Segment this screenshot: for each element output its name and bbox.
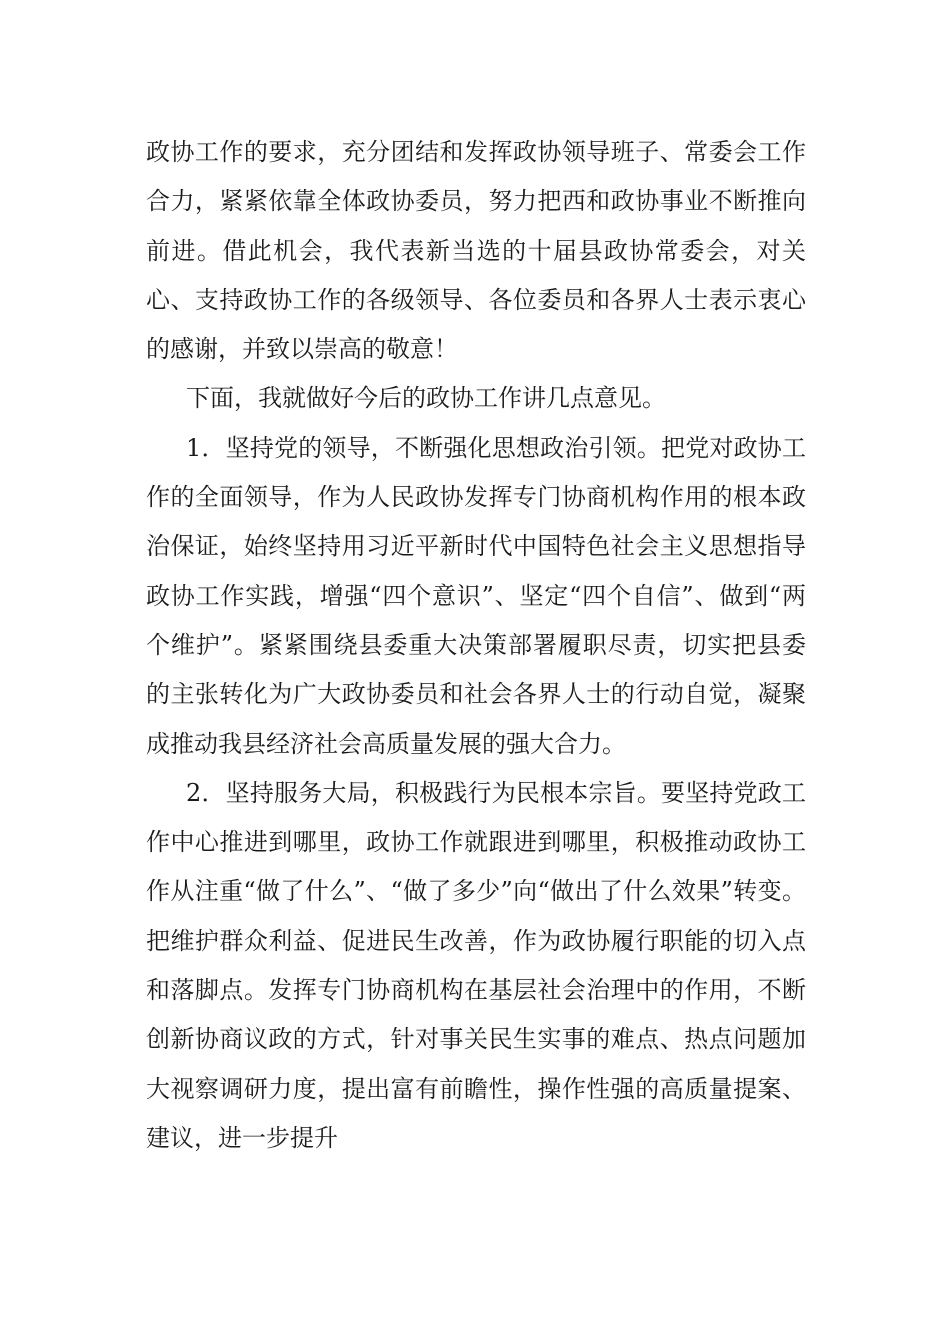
paragraph-continuation: 政协工作的要求，充分团结和发挥政协领导班子、常委会工作合力，紧紧依靠全体政协委员，努力把西和政协事业不断推向前进。借此机会，我代表新当选的十届县政协常委会，对关心、支持政协工作的各级领导、各位委员和各界人士表示衷心的感谢，并致以崇高的敬意！ [146, 138, 806, 364]
paragraph-point-2: 2．坚持服务大局，积极践行为民根本宗旨。要坚持党政工作中心推进到哪里，政协工作就跟进到哪里，积极推动政协工作从注重“做了什么”、“做了多少”向“做出了什么效果”转变。把维护群众利益、促进民生改善，作为政协履行职能的切入点和落脚点。发挥专门协商机构在基层社会治理中的作用，不断创新协商议政的方式，针对事关民生实事的难点、热点问题加大视察调研力度，提出富有前瞻性，操作性强的高质量提案、建议，进一步提升 [146, 778, 806, 1152]
paragraph-point-1: 1．坚持党的领导，不断强化思想政治引领。把党对政协工作的全面领导，作为人民政协发挥专门协商机构作用的根本政治保证，始终坚持用习近平新时代中国特色社会主义思想指导政协工作实践，增强“四个意识”、坚定“四个自信”、做到“两个维护”。紧紧围绕县委重大决策部署履职尽责，切实把县委的主张转化为广大政协委员和社会各界人士的行动自觉，凝聚成推动我县经济社会高质量发展的强大合力。 [146, 433, 806, 758]
paragraph-intro: 下面，我就做好今后的政协工作讲几点意见。 [186, 384, 666, 413]
document-body [146, 128, 806, 1163]
